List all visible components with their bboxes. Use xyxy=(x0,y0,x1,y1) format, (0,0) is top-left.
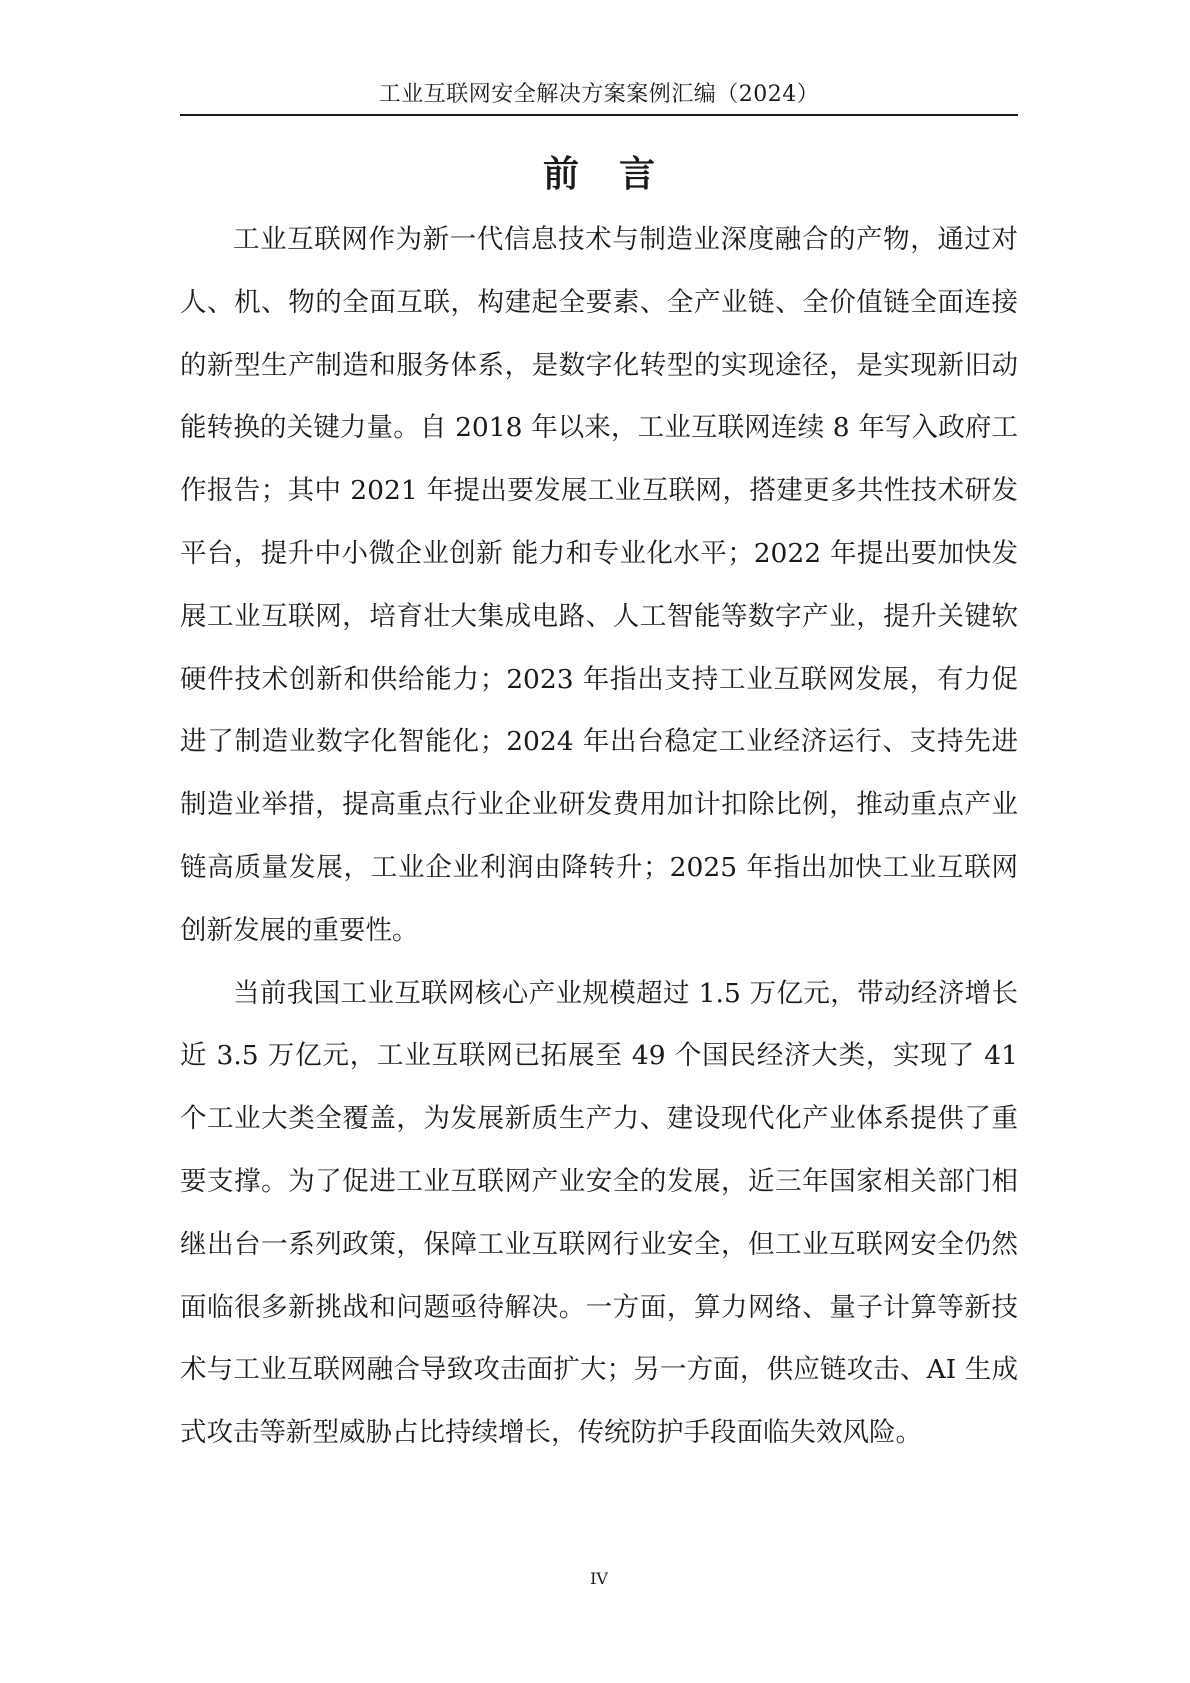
header-rule xyxy=(180,114,1018,116)
running-header: 工业互联网安全解决方案案例汇编（2024） xyxy=(378,82,820,107)
paragraph-2: 当前我国工业互联网核心产业规模超过 1.5 万亿元，带动经济增长近 3.5 万亿元，工业互联网已拓展至 49 个国民经济大类，实现了 41 个工业大类全覆盖，为发展新质生产力、建设现代化产业体系提供了重要支撑。为了促进工业互联网产业安全的发展，近三年国家相关部门相继出台一系列政策，保障工业互联网行业安全，但工业互联网安全仍然面临很多新挑战和问题亟待解决。一方面，算力网络、量子计算等新技术与工业互联网融合导致攻击面扩大；另一方面，供应链攻击、AI 生成式攻击等新型威胁占比持续增长，传统防护手段面临失效风险。 xyxy=(180,977,1018,1449)
page-title: 前言 xyxy=(542,153,695,195)
page-number: IV xyxy=(590,1569,608,1588)
body-text xyxy=(180,209,1018,1465)
paragraph-1: 工业互联网作为新一代信息技术与制造业深度融合的产物，通过对人、机、物的全面互联，构建起全要素、全产业链、全价值链全面连接的新型生产制造和服务体系，是数字化转型的实现途径，是实现新旧动能转换的关键力量。自 2018 年以来，工业互联网连续 8 年写入政府工作报告；其中 2021 年提出要发展工业互联网，搭建更多共性技术研发平台，提升中小微企业创新 能力和专业化水平；2022 年提出要加快发展工业互联网，培育壮大集成电路、人工智能等数字产业，提升关键软硬件技术创新和供给能力；2023 年指出支持工业互联网发展，有力促进了制造业数字化智能化；2024 年出台稳定工业经济运行、支持先进制造业举措，提高重点行业企业研发费用加计扣除比例，推动重点产业链高质量发展，工业企业利润由降转升；2025 年指出加快工业互联网创新发展的重要性。 xyxy=(180,224,1018,946)
